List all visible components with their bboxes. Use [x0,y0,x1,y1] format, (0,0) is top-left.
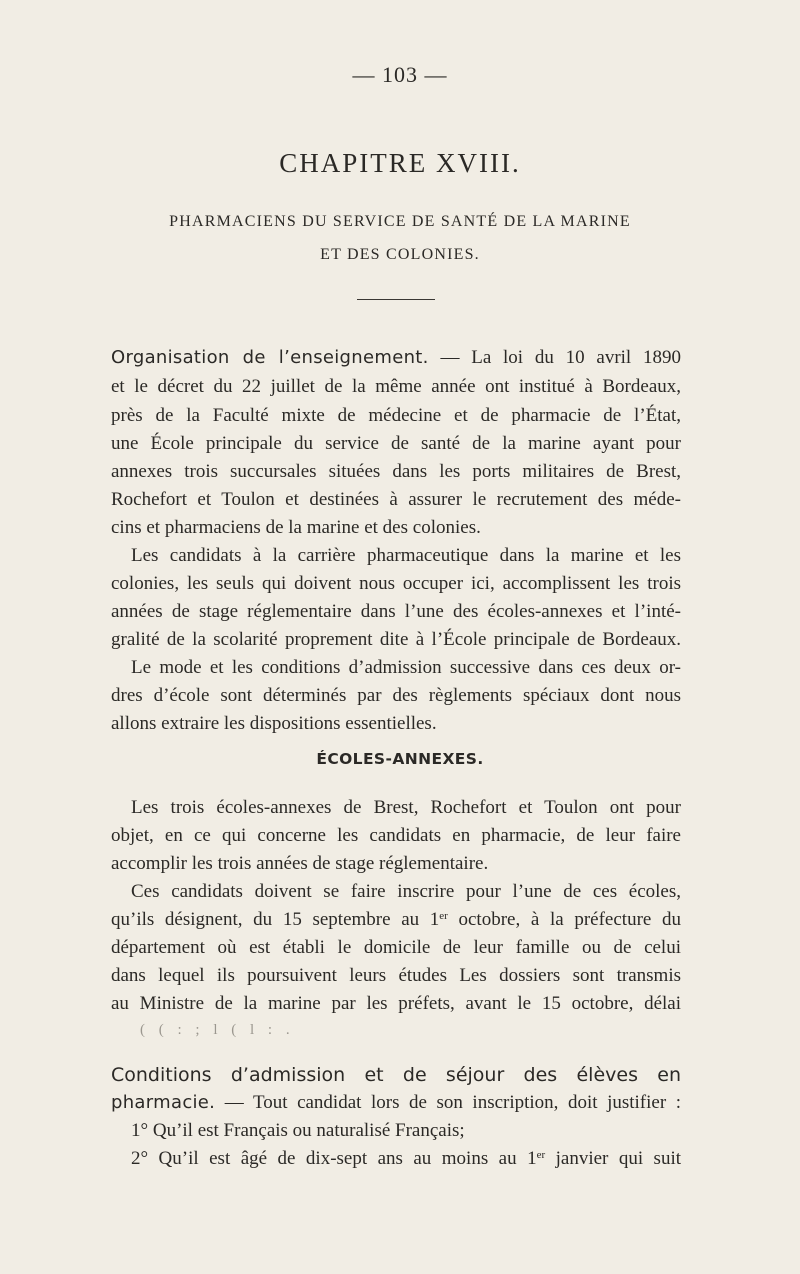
text-line: annexes trois succursales situées dans les ports militaires de Brest, [111,461,681,482]
section2-heading: ÉCOLES-ANNEXES. [316,750,484,768]
text-line: dans lequel ils poursuivent leurs études Les dossiers sont transmis [111,965,681,986]
text-line: objet, en ce qui concerne les candidats en pharmacie, de leur faire [111,825,681,846]
text-line: allons extraire les dispositions essentielles. [111,713,437,734]
text-line: Le mode et les conditions d’admission successive dans ces deux or- [131,657,681,678]
chapter-subtitle-line-2: ET DES COLONIES. [320,246,480,263]
text-line: années de stage réglementaire dans l’une des écoles-annexes et l’inté- [111,601,681,622]
page-number: — 103 — [352,62,448,87]
list-item: 1° Qu’il est Français ou naturalisé Français; [131,1120,465,1141]
section1-heading: Organisation de l’enseignement. [111,347,429,368]
text-line: près de la Faculté mixte de médecine et de pharmacie de l’État, [111,405,681,426]
list-item: 2° Qu’il est âgé de dix-sept ans au moins au 1er janvier qui suit [131,1148,682,1169]
text-line: Ces candidats doivent se faire inscrire pour l’une de ces écoles, [131,881,681,902]
text-line: et le décret du 22 juillet de la même année ont institué à Bordeaux, [111,376,681,397]
text-line: Les trois écoles-annexes de Brest, Rochefort et Toulon ont pour [131,797,681,818]
section1-first-line-text: — La loi du 10 avril 1890 [440,347,681,368]
text-line: colonies, les seuls qui doivent nous occuper ici, accomplissent les trois [111,573,681,594]
separator-rule [357,299,435,300]
text-line: qu’ils désignent, du 15 septembre au 1er octobre, à la préfecture du [111,909,681,930]
section3-second-line [111,1091,681,1115]
text-line: Les candidats à la carrière pharmaceutique dans la marine et les [131,545,681,566]
text-line: Rochefort et Toulon et destinées à assurer le recrutement des méde- [111,489,681,510]
text-line: accomplir les trois années de stage réglementaire. [111,853,489,874]
text-line: département où est établi le domicile de leur famille ou de celui [111,937,681,958]
section3-heading-line-1: Conditions d’admission et de séjour des élèves en [111,1064,681,1086]
text-line: dres d’école sont déterminés par des règlements spéciaux dont nous [111,685,681,706]
section3-heading-line-2: pharmacie. [111,1092,216,1113]
text-line: une École principale du service de santé de la marine ayant pour [111,433,681,454]
text-line: cins et pharmaciens de la marine et des colonies. [111,517,481,538]
section1-first-line [111,346,681,370]
section3-second-line-text: — Tout candidat lors de son inscription, doit justifier : [224,1092,681,1113]
chapter-title: CHAPITRE XVIII. [279,148,521,178]
chapter-subtitle-line-1: PHARMACIENS DU SERVICE DE SANTÉ DE LA MARINE [169,213,631,230]
faded-text-line: ( ( : ; l ( l : . [140,1022,295,1038]
text-line: gralité de la scolarité proprement dite à l’École principale de Bordeaux. [111,629,681,650]
text-line: au Ministre de la marine par les préfets, avant le 15 octobre, délai [111,993,681,1014]
